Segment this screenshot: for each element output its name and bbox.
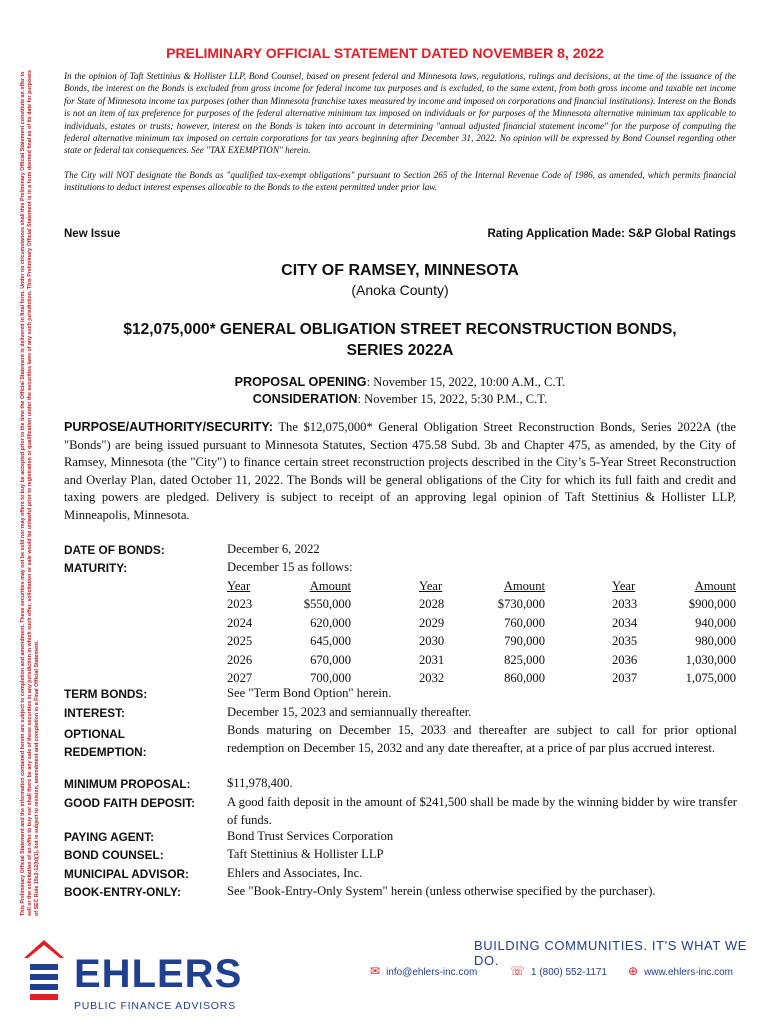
amount-header: Amount [503,579,545,593]
year-cell: 2030 [419,634,445,649]
year-cell: 2027 [227,671,253,686]
year-cell: 2037 [612,671,638,686]
year-header: Year [419,579,443,593]
municipal-advisor-value: Ehlers and Associates, Inc. [227,866,363,880]
optional-redemption-value: Bonds maturing on December 15, 2033 and thereafter are subject to call for prior optional redemption on December 15, 2032 and any date thereafter, at a price of par plus accrued interest. [227,723,737,755]
good-faith-deposit-value: A good faith deposit in the amount of $241,500 shall be made by the winning bidder by wire transfer of funds. [227,795,737,827]
issue-row [64,228,736,240]
rating-label: Rating Application Made: S&P Global Ratings [487,228,736,240]
bond-title-line2: SERIES 2022A [346,342,454,359]
amount-header: Amount [694,579,736,593]
year-cell: 2032 [419,671,445,686]
proposal-opening-label: PROPOSAL OPENING [234,375,367,389]
side-notice-text: This Preliminary Official Statement and the information contained herein are subject to completion and amendment. These securities may not be sold nor may offers to buy be accepted prior to the time the Official Statement is delivered in final form. Under no circumstances shall this Preliminary Official Statement constitute an offer to sell or the solicitation of an offer to buy nor shall there be any sale of these securities in any jurisdiction in which such offer, solicitation or sale would be unlawful prior to registration or qualification under the securities laws of any such jurisdiction. This Preliminary Official Statement is in a form deemed final as of its date for purposes of SEC Rule 15c2-12(b)(1), but is subject to revision, amendment and completion in a Final Official Statement. [20,70,40,916]
interest-label: INTEREST: [64,706,125,720]
year-header: Year [612,579,636,593]
year-cell: 2035 [612,634,638,649]
amount-cell: 700,000 [310,671,351,686]
year-cell: 2033 [612,597,638,612]
purpose-text: The $12,075,000* General Obligation Street Reconstruction Bonds, Series 2022A (the "Bonds") are being issued pursuant to Minnesota Statutes, Section 475.58 Subd. 3b and Chapter 475, as amended, by the City of Ramsey, Minnesota (the "City") to finance certain street reconstruction projects described in the City’s 5-Year Street Reconstruction and Overlay Plan, dated October 11, 2022. The Bonds will be general obligations of the City for which its full faith and credit and taxing powers are pledged. Delivery is subject to receipt of an approving legal opinion of Taft Stettinius & Hollister LLP, Minneapolis, Minnesota. [64,420,736,522]
amount-cell: 860,000 [504,671,545,686]
year-column [227,577,267,687]
year-cell: 2028 [419,597,445,612]
consideration-label: CONSIDERATION [252,392,358,406]
amount-cell: 980,000 [695,634,736,649]
amount-cell: 940,000 [695,615,736,630]
purpose-label: PURPOSE/AUTHORITY/SECURITY: [64,420,273,434]
year-cell: 2036 [612,652,638,667]
tax-opinion [64,70,736,206]
amount-cell: 1,075,000 [685,671,736,686]
year-column [419,577,459,687]
amount-cell: $550,000 [303,597,351,612]
preliminary-banner: PRELIMINARY OFFICIAL STATEMENT DATED NOVEMBER 8, 2022 [166,45,604,61]
email-contact[interactable] [370,964,477,978]
purpose-paragraph [64,419,736,524]
paying-agent-value: Bond Trust Services Corporation [227,829,394,843]
maturity-value: December 15 as follows: [227,560,353,574]
optional-redemption-label [64,725,147,761]
amount-column [658,577,736,687]
logo-word: EHLERS [74,952,243,996]
side-notice [20,66,60,916]
year-cell: 2031 [419,652,445,667]
amount-cell: 790,000 [504,634,545,649]
date-of-bonds-value: December 6, 2022 [227,542,320,556]
term-bonds-label: TERM BONDS: [64,687,148,701]
logo-subtitle: PUBLIC FINANCE ADVISORS [74,1000,236,1012]
amount-cell: 620,000 [310,615,351,630]
amount-header: Amount [309,579,351,593]
phone-link[interactable]: 1 (800) 552-1171 [531,967,607,978]
tax-opinion-paragraph: In the opinion of Taft Stettinius & Hollister LLP, Bond Counsel, based on present federal and Minnesota laws, regulations, rulings and decisions, at the time of the issuance of the Bonds, the interest on the Bonds is excluded from gross income for federal income tax purposes and is excluded, to the same extent, from both gross income and taxable net income for State of Minnesota income tax purposes (other than Minnesota franchise taxes measured by income and imposed on corporations and financial institutions). Interest on the Bonds is not an item of tax preference for purposes of the federal alternative minimum tax imposed on individuals or for purposes of the Minnesota alternative minimum tax applicable to individuals, estates or trusts; however, interest on the Bonds is taken into account in determining "annual adjusted financial statement income" for the purpose of computing the federal alternative minimum tax imposed on certain corporations for tax years beginning after December 31, 2022. No opinion will be expressed by Bond Counsel regarding other state or federal tax consequences. See "TAX EXEMPTION" herein. [64,71,736,156]
amount-column [475,577,545,687]
date-of-bonds-label: DATE OF BONDS: [64,543,165,557]
year-cell: 2025 [227,634,253,649]
year-cell: 2024 [227,615,253,630]
book-entry-value: See "Book-Entry-Only System" herein (unless otherwise specified by the purchaser). [227,884,656,898]
consideration-value: : November 15, 2022, 5:30 P.M., C.T. [357,392,548,406]
minimum-proposal-value: $11,978,400. [227,776,293,790]
new-issue-label: New Issue [64,228,121,240]
web-link[interactable]: www.ehlers-inc.com [644,967,733,978]
bond-counsel-label: BOND COUNSEL: [64,848,164,862]
opening-block [64,374,736,408]
amount-cell: 645,000 [310,634,351,649]
redemption-label: REDEMPTION: [64,745,147,759]
email-link[interactable]: info@ehlers-inc.com [386,967,478,978]
city-title: CITY OF RAMSEY, MINNESOTA [281,262,519,279]
proposal-opening-value: : November 15, 2022, 10:00 A.M., C.T. [366,375,566,389]
minimum-proposal-label: MINIMUM PROPOSAL: [64,777,191,791]
paying-agent-label: PAYING AGENT: [64,830,155,844]
amount-column [281,577,351,687]
phone-contact[interactable] [510,964,607,978]
good-faith-deposit-label: GOOD FAITH DEPOSIT: [64,796,196,810]
amount-cell: 760,000 [504,615,545,630]
year-cell: 2029 [419,615,445,630]
bond-title-line1: $12,075,000* GENERAL OBLIGATION STREET RECONSTRUCTION BONDS, [123,321,677,338]
book-entry-label: BOOK-ENTRY-ONLY: [64,885,181,899]
year-cell: 2026 [227,652,253,667]
optional-label: OPTIONAL [64,727,125,741]
globe-icon: ⊕ [628,964,639,978]
amount-cell: $900,000 [688,597,736,612]
term-bonds-value: See "Term Bond Option" herein. [227,686,392,700]
amount-cell: 1,030,000 [685,652,736,667]
amount-cell: 825,000 [504,652,545,667]
bond-counsel-value: Taft Stettinius & Hollister LLP [227,847,384,861]
year-column [612,577,652,687]
web-contact[interactable] [628,964,733,978]
envelope-icon: ✉ [370,964,381,978]
tagline: BUILDING COMMUNITIES. IT'S WHAT WE DO. [474,938,748,968]
amount-cell: $730,000 [497,597,545,612]
maturity-label: MATURITY: [64,561,128,575]
year-header: Year [227,579,251,593]
amount-cell: 670,000 [310,652,351,667]
year-cell: 2034 [612,615,638,630]
municipal-advisor-label: MUNICIPAL ADVISOR: [64,867,189,881]
ehlers-logo [22,930,242,1020]
county-subtitle: (Anoka County) [351,282,449,298]
year-cell: 2023 [227,597,253,612]
qualified-obligations-paragraph: The City will NOT designate the Bonds as "qualified tax-exempt obligations" pursuant to Section 265 of the Internal Revenue Code of 1986, as amended, which permits financial institutions to deduct interest expenses allocable to the Bonds to the extent permitted under prior law. [64,169,736,193]
bond-title [64,319,736,361]
phone-icon: ☏ [510,964,526,978]
interest-value: December 15, 2023 and semiannually thereafter. [227,705,472,719]
